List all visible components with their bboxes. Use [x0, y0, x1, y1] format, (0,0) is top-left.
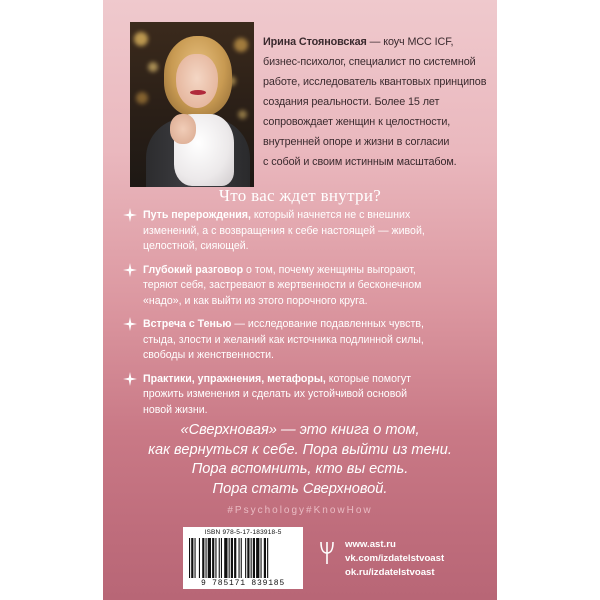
item-text: новой жизни. — [143, 403, 208, 416]
quote-line: Пора стать Сверхновой. — [212, 480, 388, 497]
publisher-links — [345, 538, 495, 580]
list-item — [121, 208, 481, 255]
bio-line: сопровождает женщин к целостности, — [263, 116, 451, 128]
barcode-bars — [189, 538, 297, 578]
item-text: о том, почему женщины выгорают, — [243, 263, 416, 276]
publisher-logo-icon — [319, 540, 335, 566]
hashtags: #Psychology#KnowHow — [227, 505, 373, 516]
section-title: Что вас ждет внутри? — [218, 186, 382, 205]
quote-line: как вернуться к себе. Пора выйти из тени. — [148, 441, 452, 458]
author-name: Ирина Стояновская — [263, 36, 367, 48]
sparkle-icon — [123, 317, 137, 331]
item-text: стыда, злости и желаний как источника подлинной силы, — [143, 333, 424, 346]
isbn-label: ISBN 978-5-17-183918-5 — [204, 529, 282, 536]
sparkle-icon — [123, 208, 137, 222]
item-text: теряют себя, застревают в жертвенности и бесконечном — [143, 279, 422, 291]
feature-list — [121, 208, 481, 418]
item-text: «надо», и как выйти из этого порочного круга. — [143, 294, 368, 307]
list-item — [121, 372, 481, 419]
item-text: изменений, а с возвращения к себе настоящей — живой, — [143, 224, 425, 237]
website-link[interactable]: www.ast.ru — [345, 539, 396, 550]
item-heading: Путь перерождения, — [143, 209, 251, 221]
item-heading: Глубокий разговор — [143, 263, 244, 276]
sparkle-icon — [123, 372, 137, 386]
author-bio — [263, 32, 488, 172]
bio-line: — коуч MCC ICF, — [366, 36, 454, 48]
list-item — [121, 263, 481, 310]
bio-line: работе, исследователь квантовых принципов — [263, 76, 487, 88]
bio-line: бизнес-психолог, специалист по системной — [263, 56, 476, 68]
ok-link[interactable]: ok.ru/izdatelstvoast — [345, 567, 435, 578]
quote-line: Пора вспомнить, кто вы есть. — [191, 461, 409, 477]
item-text: которые помогут — [325, 372, 411, 385]
bio-line: с собой и своим истинным масштабом. — [263, 156, 457, 168]
author-photo — [130, 22, 254, 187]
barcode — [183, 527, 303, 589]
vk-link[interactable]: vk.com/izdatelstvoast — [345, 553, 445, 564]
item-heading: Практики, упражнения, метафоры, — [143, 372, 326, 385]
book-back-cover — [103, 0, 497, 600]
item-heading: Встреча с Тенью — [143, 318, 232, 330]
item-text: который начнется не с внешних — [250, 209, 411, 221]
quote-block — [103, 421, 497, 499]
sparkle-icon — [123, 263, 137, 277]
bio-line: внутренней опоре и жизни в согласии — [263, 136, 450, 148]
item-text: свободы и женственности. — [143, 349, 275, 361]
item-text: — исследование подавленных чувств, — [231, 318, 424, 330]
list-item — [121, 317, 481, 364]
bio-line: создания реальности. Более 15 лет — [263, 96, 440, 108]
item-text: прожить изменения и сделать их устойчивой основой — [143, 388, 408, 400]
quote-line: «Сверхновая» — это книга о том, — [180, 422, 420, 438]
item-text: целостной, сияющей. — [143, 240, 249, 252]
barcode-digits: 9 785171 839185 — [200, 579, 285, 588]
